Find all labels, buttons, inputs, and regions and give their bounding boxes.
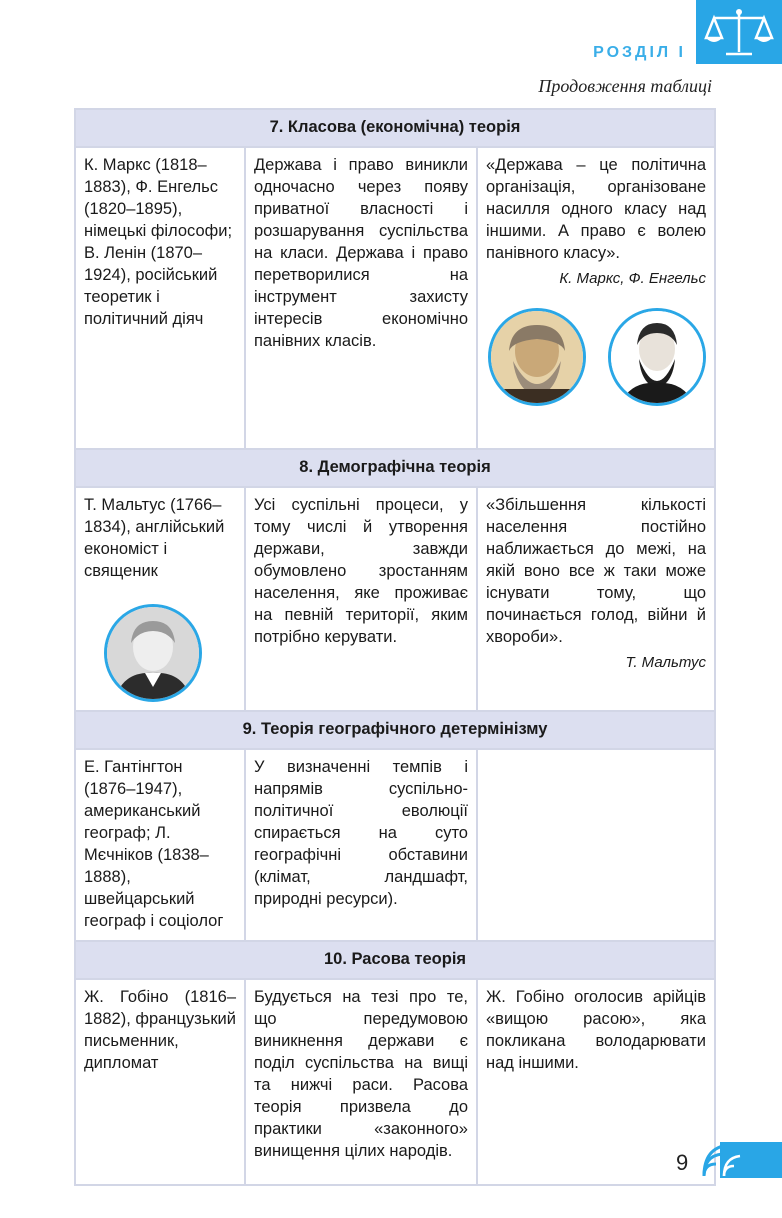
- table-continuation-note: Продовження таблиці: [538, 76, 712, 96]
- section-title: 7. Класова (економічна) теорія: [75, 109, 715, 147]
- page-number: 9: [676, 1150, 689, 1175]
- portrait-marx: [488, 308, 586, 406]
- essence-cell: У визначенні темпів і напрямів суспільно-політичної еволюції спирається на суто географічні обставини (клімат, ландшафт, природні ресурси).: [245, 749, 477, 941]
- portrait-malthus: [104, 604, 202, 702]
- essence-cell: Усі суспільні процеси, у тому числі й утворення держави, завжди обумовлено зростанням населення, яке проживає на певній території, яким потрібно керувати.: [245, 487, 477, 711]
- quote-author: Т. Мальтус: [625, 654, 707, 671]
- representatives-cell: Ж. Гобіно (1816–1882), французький письменник, дипломат: [75, 979, 245, 1185]
- page-tab-waves-icon: [700, 1142, 782, 1178]
- representatives-cell: Е. Гантінгтон (1876–1947), американський географ; Л. Мєчніков (1838–1888), швейцарський географ і соціолог: [75, 749, 245, 941]
- essence-cell: Будується на тезі про те, що передумовою виникнення держави є поділ суспільства на вищі та нижчі раси. Расова теорія призвела до практики «законного» винищення цілих народів.: [245, 979, 477, 1185]
- table-row: [75, 979, 715, 1185]
- chapter-box: [696, 0, 782, 64]
- essence-cell: Держава і право виникли одночасно через появу приватної власності і розшарування суспільства на класи. Держава і право перетворилися на інструмент захисту інтересів економічно панівних класів.: [245, 147, 477, 449]
- table-row: [75, 487, 715, 711]
- section-title: 8. Демографічна теорія: [75, 449, 715, 487]
- representatives-text: Т. Мальтус (1766–1834), англійський економіст і священик: [84, 496, 225, 580]
- quote-cell: [477, 487, 715, 711]
- quote-text: «Збільшення кількості населення постійно наближається до межі, на якій воно все ж таки може існувати тому, що починається голод, війни й хвороби».: [486, 496, 707, 646]
- section-header-row: [75, 941, 715, 979]
- section-header-row: [75, 449, 715, 487]
- quote-cell: Ж. Гобіно оголосив арійців «вищою расою», яка покликана володарювати над іншими.: [477, 979, 715, 1185]
- table-row: [75, 147, 715, 449]
- section-title: 10. Расова теорія: [75, 941, 715, 979]
- section-title: 9. Теорія географічного детермінізму: [75, 711, 715, 749]
- representatives-cell: К. Маркс (1818–1883), Ф. Енгельс (1820–1895), німецькі філософи; В. Ленін (1870–1924), російський теоретик і політичний діяч: [75, 147, 245, 449]
- table-row: [75, 749, 715, 941]
- quote-cell: [477, 749, 715, 941]
- theories-table: [74, 108, 716, 1186]
- portrait-engels: [608, 308, 706, 406]
- quote-author: К. Маркс, Ф. Енгельс: [559, 270, 707, 287]
- section-header-row: [75, 109, 715, 147]
- representatives-cell: [75, 487, 245, 711]
- portraits: [486, 308, 706, 406]
- chapter-label: РОЗДІЛ І: [593, 44, 686, 61]
- quote-text: «Держава – це політична організація, організоване насилля одного класу над іншими. А право є волею панівного класу».: [486, 156, 707, 262]
- scales-icon: [704, 6, 774, 60]
- quote-cell: [477, 147, 715, 449]
- section-header-row: [75, 711, 715, 749]
